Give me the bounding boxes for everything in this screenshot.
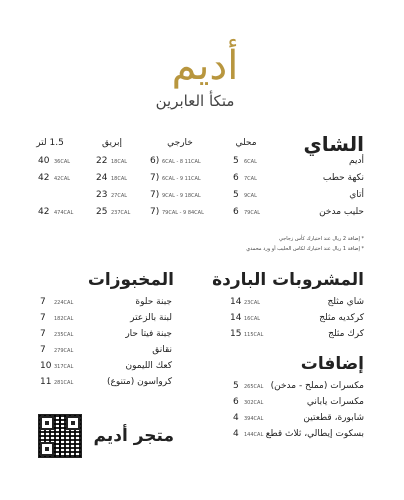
tea-title: الشاي	[303, 132, 364, 156]
qr-corner-icon	[40, 442, 54, 456]
tea-pot-price: 25	[96, 207, 108, 217]
tea-local-cal: 6CAL	[244, 159, 257, 165]
tea-ext-price: 7)	[150, 173, 160, 183]
tea-col-local: محلي	[235, 138, 257, 148]
cold-title: المشروبات الباردة	[212, 270, 364, 290]
tea-ext-price: 7)	[150, 190, 160, 200]
bakery-cal: 182CAL	[54, 316, 74, 322]
tea-local-price: 6	[233, 173, 239, 183]
extras-price: 6	[233, 397, 239, 407]
store-title: متجر أديم	[93, 426, 174, 446]
bakery-cal: 317CAL	[54, 364, 74, 370]
bakery-price: 7	[40, 329, 46, 339]
tea-pot-price: 23	[96, 190, 108, 200]
tea-liter-cal: 42CAL	[54, 176, 71, 182]
tea-pot-price: 24	[96, 173, 108, 183]
tea-local-cal: 79CAL	[244, 210, 261, 216]
tea-liter-price: 42	[38, 173, 50, 183]
tea-local-cal: 9CAL	[244, 193, 257, 199]
tea-liter-price: 42	[38, 207, 50, 217]
bakery-price: 7	[40, 297, 46, 307]
tea-local-price: 5	[233, 156, 239, 166]
bakery-item-name: جبنة فيتا حار	[125, 329, 172, 339]
cold-price: 14	[230, 297, 242, 307]
tea-col-liter: 1.5 لتر	[36, 138, 64, 148]
tea-note-glass: * إضافة 2 ريال عند اختيارك كأس زجاجي	[279, 236, 364, 242]
extras-item-name: مكسرات (مملح - مدخن)	[270, 381, 364, 391]
tea-item-name: حليب مدخن	[319, 207, 364, 217]
cold-item-name: كركديه مثلج	[319, 313, 364, 323]
extras-item-name: مكسرات ياباني	[306, 397, 364, 407]
bakery-item-name: نقانق	[152, 345, 172, 355]
tea-local-cal: 7CAL	[244, 176, 257, 182]
bakery-cal: 281CAL	[54, 380, 74, 386]
tea-item-name: أديم	[348, 156, 364, 166]
extras-price: 4	[233, 413, 239, 423]
tea-local-price: 6	[233, 207, 239, 217]
tea-ext-cal: 6CAL - 9 11CAL	[162, 176, 201, 182]
cold-item-name: كرك مثلج	[328, 329, 364, 339]
tea-pot-cal: 18CAL	[111, 176, 128, 182]
cold-cal: 23CAL	[244, 300, 261, 306]
tea-pot-cal: 237CAL	[111, 210, 131, 216]
tea-pot-price: 22	[96, 156, 108, 166]
cold-price: 14	[230, 313, 242, 323]
cold-price: 15	[230, 329, 242, 339]
qr-code[interactable]	[38, 414, 82, 458]
extras-item-name: شابورة، قطعتين	[303, 413, 364, 423]
bakery-item-name: لبنة بالزعتر	[130, 313, 172, 323]
bakery-price: 7	[40, 345, 46, 355]
extras-title: إضافات	[300, 354, 364, 374]
bakery-cal: 235CAL	[54, 332, 74, 338]
tea-pot-cal: 18CAL	[111, 159, 128, 165]
bakery-item-name: جبنة حلوة	[135, 297, 172, 307]
tea-col-external: خارجي	[167, 138, 193, 148]
tea-liter-price: 40	[38, 156, 50, 166]
tea-ext-cal: 6CAL - 8 11CAL	[162, 159, 201, 165]
extras-cal: 144CAL	[244, 432, 264, 438]
extras-price: 5	[233, 381, 239, 391]
cold-cal: 16CAL	[244, 316, 261, 322]
tea-pot-cal: 27CAL	[111, 193, 128, 199]
extras-cal: 302CAL	[244, 400, 264, 406]
tea-ext-cal: 79CAL - 9 84CAL	[162, 210, 204, 216]
bakery-cal: 279CAL	[54, 348, 74, 354]
tea-ext-cal: 9CAL - 9 18CAL	[162, 193, 201, 199]
bakery-price: 10	[40, 361, 52, 371]
extras-price: 4	[233, 429, 239, 439]
tea-local-price: 5	[233, 190, 239, 200]
bakery-title: المخبوزات	[87, 270, 174, 290]
bakery-cal: 224CAL	[54, 300, 74, 306]
qr-corner-icon	[66, 416, 80, 430]
tea-col-pot: إبريق	[102, 138, 122, 148]
tea-ext-price: 7)	[150, 207, 160, 217]
tea-liter-cal: 474CAL	[54, 210, 74, 216]
qr-corner-icon	[40, 416, 54, 430]
extras-cal: 265CAL	[244, 384, 264, 390]
brand-tagline: متكأ العابرين	[155, 92, 235, 110]
extras-item-name: بسكوت إيطالي، ثلاث قطع	[265, 429, 364, 439]
cold-item-name: شاي مثلج	[327, 297, 364, 307]
bakery-item-name: كرواسون (متنوع)	[106, 377, 172, 387]
bakery-item-name: كعك الليمون	[125, 361, 172, 371]
tea-item-name: نكهة حطب	[322, 173, 364, 183]
tea-item-name: أتاي	[349, 190, 364, 200]
extras-cal: 394CAL	[244, 416, 264, 422]
tea-note-milk: * إضافة 1 ريال عند اختيارك لكاس الحليب أو ورد محمدي	[246, 246, 364, 252]
brand-logo: أديم	[171, 43, 239, 89]
tea-ext-price: 6)	[150, 156, 160, 166]
bakery-price: 7	[40, 313, 46, 323]
cold-cal: 115CAL	[244, 332, 264, 338]
bakery-price: 11	[40, 377, 52, 387]
tea-liter-cal: 36CAL	[54, 159, 71, 165]
